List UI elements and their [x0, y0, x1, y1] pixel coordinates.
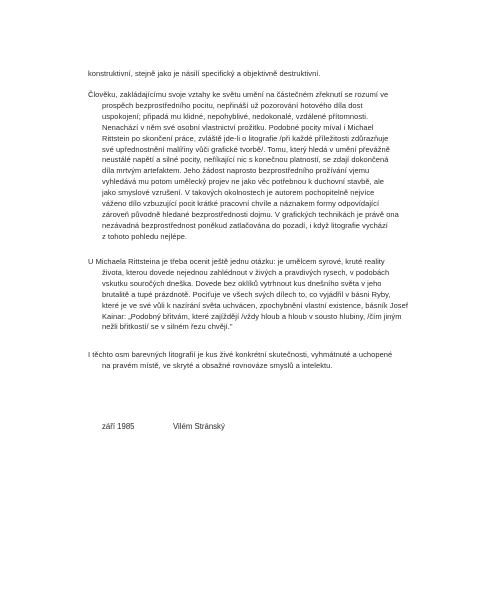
paragraph-4 — [88, 350, 418, 372]
text-line: na pravém místě, ve skryté a obsažné rovnováze smyslů a intelektu. — [102, 360, 333, 370]
paragraph-3 — [88, 257, 418, 333]
text-line: prospěch bezprostředního pocitu, nepřináší už pozorování hotového díla dost — [102, 100, 363, 110]
text-line: Rittstein po skončení práce, zvláště jde-li o litografie /při každé příležitosti zdůrazňuje — [102, 133, 389, 143]
text-line: vskutku souročých dneška. Dovede bez oklíků vytrhnout kus dnešního světa v jeho — [102, 278, 382, 288]
text-line: své upřednostnění malířiny vůči grafické tvorbě/. Tomu, který hledá v umění převážně — [102, 144, 390, 154]
text-line: I těchto osm barevných litografií je kus živé konkrétní skutečnosti, vyhmátnuté a uchopené — [88, 350, 393, 359]
text-line: které je ve své vůli k nazírání světa uchvácen, zpochybnění vlastní existence, básník Josef — [102, 300, 408, 310]
text-line: Nenachází v něm své osobní vlastnictví prožitku. Podobné pocity míval i Michael — [102, 122, 374, 132]
text-line: konstruktivní, stejně jako je násilí specifický a objektivně destruktivní. — [88, 69, 321, 78]
text-line: uspokojení; připadá mu klidné, nepohyblivé, nedokonalé, vzdálené přítomnosti. — [102, 111, 369, 121]
text-line: brutalitě a tupé prázdnotě. Pociťuje ve všech svých dílech to, co vyjádřil v básni Ryby, — [102, 289, 391, 299]
text-line: z tohoto pohledu nejlépe. — [102, 231, 188, 241]
text-line: Člověku, zakládajícímu svoje vztahy ke světu umění na částečném zřeknutí se rozumí ve — [88, 90, 389, 99]
text-line: nežli břitkostí/ se v silném řezu chvějí." — [102, 322, 233, 332]
date: září 1985 — [102, 422, 135, 431]
text-line: vyhledává mu potom umělecký projev ne jako věc potřebnou k duchovní stavbě, ale — [102, 177, 385, 187]
text-line: neustálé napětí a silné pocity, neříkající nic s konečnou platností, se zdají dokončená — [102, 155, 389, 165]
text-line: U Michaela Rittsteina je třeba ocenit ještě jednu otázku: je umělcem syrové, kruté reality — [88, 257, 385, 266]
text-line: zároveň původně hledané bezprostřednosti dojmu. V grafických technikách je právě ona — [102, 209, 399, 219]
text-line: Kainar: „Podobný břitvám, které zajíždějí /vždy hloub a hloub v sousto hlubiny, /čím jiným — [102, 311, 402, 321]
text-line: jako smyslové vzrušení. V takových okolnostech je autorem pochopitelně nejvíce — [102, 188, 375, 198]
paragraph-2 — [88, 90, 418, 243]
text-line: díla mrtvým artefaktem. Jeho žádost naprosto bezprostředního prožívání vjemu — [102, 166, 370, 176]
text-line: váženo dílo vzbuzující pocit krátké pracovní chvíle a náznakem formy odpovídající — [102, 199, 380, 209]
paragraph-1 — [88, 69, 418, 80]
author-name: Vilém Stránský — [173, 422, 225, 431]
text-line: nezávadná bezprostřednost poněkud zatlačována do pozadí, i když litografie vychází — [102, 220, 388, 230]
text-line: života, kterou dovede nejednou zahlédnout v živých a pravdivých rysech, v podobách — [102, 267, 390, 277]
